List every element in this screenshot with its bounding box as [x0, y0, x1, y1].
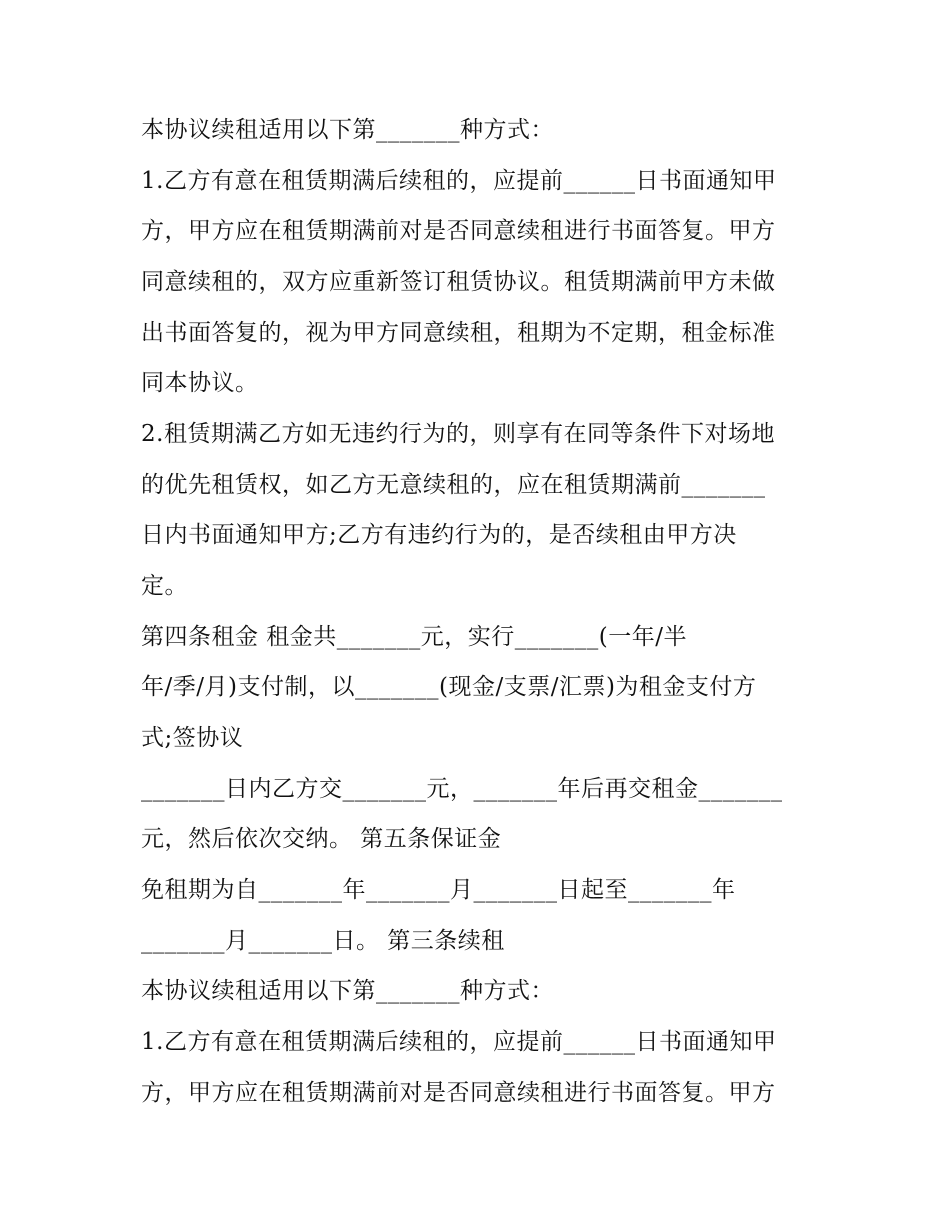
text-line: _______月_______日。 第三条续租: [141, 928, 505, 954]
text-line: 方，甲方应在租赁期满前对是否同意续租进行书面答复。甲方: [141, 1080, 776, 1106]
text-line: 1.乙方有意在租赁期满后续租的，应提前______日书面通知甲: [141, 168, 777, 194]
text-line: 出书面答复的，视为甲方同意续租，租期为不定期，租金标准: [141, 320, 776, 346]
text-line: 本协议续租适用以下第_______种方式：: [141, 117, 554, 143]
text-line: 同本协议。: [141, 370, 259, 396]
text-line: 日内书面通知甲方;乙方有违约行为的，是否续租由甲方决: [141, 522, 737, 548]
text-line: 2.租赁期满乙方如无违约行为的，则享有在同等条件下对场地: [141, 421, 775, 447]
text-line: 本协议续租适用以下第_______种方式：: [141, 978, 554, 1004]
text-line: 的优先租赁权，如乙方无意续租的，应在租赁期满前_______: [141, 472, 766, 498]
text-line: 元，然后依次交纳。 第五条保证金: [141, 826, 502, 852]
text-line: 定。: [141, 573, 188, 599]
text-line: 式;签协议: [141, 725, 244, 751]
text-line: 1.乙方有意在租赁期满后续租的，应提前______日书面通知甲: [141, 1029, 777, 1055]
text-line: 同意续租的，双方应重新签订租赁协议。租赁期满前甲方未做: [141, 269, 776, 295]
text-line: 年/季/月)支付制，以_______(现金/支票/汇票)为租金支付方: [141, 674, 757, 700]
text-line: _______日内乙方交_______元，_______年后再交租金_______: [141, 776, 783, 802]
text-line: 方，甲方应在租赁期满前对是否同意续租进行书面答复。甲方: [141, 218, 776, 244]
text-line: 免租期为自_______年_______月_______日起至_______年: [141, 877, 736, 903]
text-line: 第四条租金 租金共_______元，实行_______(一年/半: [141, 624, 688, 650]
